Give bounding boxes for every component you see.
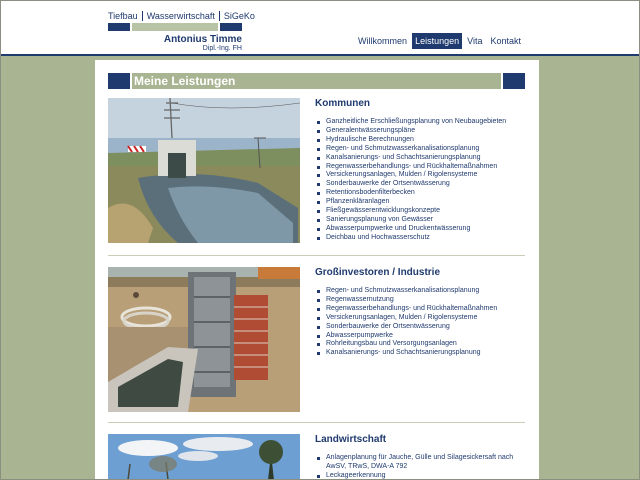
list-item: Versickerungsanlagen, Mulden / Rigolensysteme: [326, 314, 497, 323]
list-item: Abwasserpumpwerke: [326, 332, 497, 341]
main-content: [95, 60, 539, 480]
list-item: Generalentwässerungspläne: [326, 127, 506, 136]
page-title: Meine Leistungen: [132, 73, 501, 89]
list-item: Pflanzenkläranlagen: [326, 198, 506, 207]
brand-tag-tiefbau: Tiefbau: [108, 11, 143, 21]
list-item: Regen- und Schmutzwasserkanalisationsplanung: [326, 287, 497, 296]
list-item: Fließgewässerentwicklungskonzepte: [326, 207, 506, 216]
list-item: Sonderbauwerke der Ortsentwässerung: [326, 323, 497, 332]
section-divider: [108, 255, 525, 256]
list-item-continued: AwSV, TRwS, DWA-A 792: [326, 462, 408, 470]
brand-logo-bar: [108, 23, 242, 31]
list-item: Versickerungsanlagen, Mulden / Rigolensysteme: [326, 171, 506, 180]
service-list-kommunen: [326, 118, 506, 243]
list-item: Regenwasserbehandlungs- und Rückhaltemaßnahmen: [326, 163, 506, 172]
brand-tags: [108, 11, 259, 21]
list-item: Kanalsanierungs- und Schachtsanierungsplanung: [326, 349, 497, 358]
main-nav: [355, 33, 524, 49]
section-title-landwirtschaft: Landwirtschaft: [315, 434, 387, 445]
photo-kommunen: [108, 98, 300, 243]
list-item: Leckageerkennung: [326, 472, 513, 480]
nav-item-leistungen[interactable]: Leistungen: [412, 33, 462, 49]
list-item: Anlagenplanung für Jauche, Gülle und Silagesickersaft nach: [326, 454, 514, 461]
list-item: Rohrleitungsbau und Versorgungsanlagen: [326, 340, 497, 349]
list-item: Regen- und Schmutzwasserkanalisationsplanung: [326, 145, 506, 154]
section-title-kommunen: Kommunen: [315, 98, 370, 109]
service-list-landwirtschaft: [326, 454, 513, 480]
nav-item-vita[interactable]: Vita: [467, 36, 483, 46]
list-item: Retentionsbodenfilterbecken: [326, 189, 506, 198]
nav-item-kontakt[interactable]: Kontakt: [490, 36, 521, 46]
section-divider: [108, 422, 525, 423]
list-item: Deichbau und Hochwasserschutz: [326, 234, 506, 243]
list-item: Regenwasserbehandlungs- und Rückhaltemaßnahmen: [326, 304, 498, 312]
nav-item-willkommen[interactable]: Willkommen: [358, 36, 408, 46]
list-item: Hydraulische Berechnungen: [326, 136, 506, 145]
brand-name[interactable]: Antonius Timme: [163, 34, 242, 45]
list-item: Abwasserpumpwerke und Druckentwässerung: [326, 225, 506, 234]
list-item: Ganzheitliche Erschließungsplanung von Neubaugebieten: [326, 118, 507, 125]
brand-tag-wasserwirtschaft: Wasserwirtschaft: [143, 11, 220, 21]
brand-title: Dipl.-Ing. FH: [202, 45, 242, 52]
section-title-industrie: Großinvestoren / Industrie: [315, 267, 441, 278]
service-list-industrie: [326, 287, 497, 358]
list-item: Kanalsanierungs- und Schachtsanierungsplanung: [326, 154, 506, 163]
list-item: Sanierungsplanung von Gewässer: [326, 216, 506, 225]
list-item: Sonderbauwerke der Ortsentwässerung: [326, 180, 506, 189]
page-title-bar: [108, 73, 525, 89]
photo-industrie: [108, 267, 300, 412]
site-header: [0, 0, 640, 56]
list-item: Regenwassernutzung: [326, 296, 497, 305]
brand-tag-sigeko: SiGeKo: [223, 11, 255, 21]
photo-landwirtschaft: [108, 434, 300, 480]
